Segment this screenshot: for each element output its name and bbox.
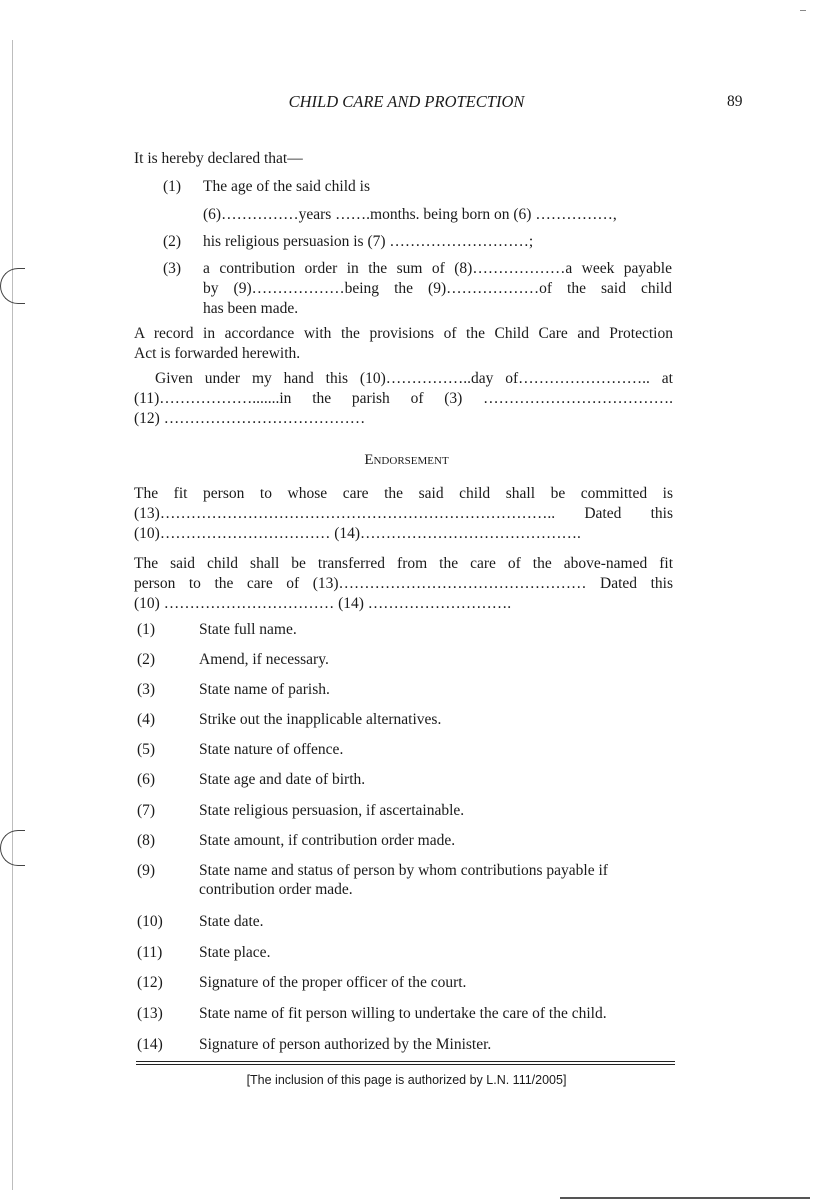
declaration-item-line: his religious persuasion is (7) ………………………; — [203, 233, 534, 250]
note-text: State date. — [199, 913, 264, 930]
note-number: (10) — [137, 913, 163, 930]
footer-rule — [136, 1064, 675, 1065]
note-text: Amend, if necessary. — [199, 651, 329, 668]
declaration-item-line: a contribution order in the sum of (8)………………a week payable — [203, 260, 672, 277]
note-text: State name of fit person willing to undertake the care of the child. — [199, 1005, 607, 1022]
scan-corner-mark — [800, 10, 806, 11]
note-number: (13) — [137, 1005, 163, 1022]
declaration-item-line: by (9)………………being the (9)………………of the said child — [203, 280, 672, 297]
note-number: (5) — [137, 741, 156, 758]
note-number: (6) — [137, 771, 156, 788]
declaration-item-line: has been made. — [203, 300, 299, 317]
footer-rule — [136, 1061, 675, 1062]
endorsement-heading: Endorsement — [364, 452, 449, 468]
note-text: State amount, if contribution order made. — [199, 832, 456, 849]
note-number: (14) — [137, 1036, 163, 1053]
note-text: Signature of the proper officer of the court. — [199, 974, 467, 991]
note-text: State name and status of person by whom contributions payable if contribution order made. — [199, 862, 608, 898]
endorsement-line: The fit person to whose care the said child shall be committed is — [134, 485, 673, 502]
endorsement-line: (10)…………………………… (14)……………………………………. — [134, 525, 581, 542]
note-number: (9) — [137, 862, 156, 879]
note-text: State nature of offence. — [199, 741, 344, 758]
declaration-item-number: (1) — [163, 178, 182, 195]
note-number: (3) — [137, 681, 156, 698]
note-text: Strike out the inapplicable alternatives. — [199, 711, 442, 728]
record-line: A record in accordance with the provisions of the Child Care and Protection — [134, 325, 673, 342]
declaration-item-number: (2) — [163, 233, 182, 250]
given-line: (11)……………….......in the parish of (3) ………………………………. — [134, 390, 673, 407]
scan-edge-line — [12, 40, 13, 1190]
record-line: Act is forwarded herewith. — [134, 345, 301, 362]
endorsement-line: (13)………………………………………………………………….. Dated this — [134, 505, 673, 522]
declaration-item-line: (6)……………years …….months. being born on (6) ……………, — [203, 206, 617, 223]
note-number: (2) — [137, 651, 156, 668]
declaration-intro: It is hereby declared that— — [134, 150, 303, 167]
note-text: State name of parish. — [199, 681, 330, 698]
note-text: State religious persuasion, if ascertainable. — [199, 802, 465, 819]
declaration-item-number: (3) — [163, 260, 182, 277]
note-text: State full name. — [199, 621, 297, 638]
note-number: (8) — [137, 832, 156, 849]
note-number: (1) — [137, 621, 156, 638]
page-title: CHILD CARE AND PROTECTION — [288, 92, 525, 111]
note-number: (7) — [137, 802, 156, 819]
page-number: 89 — [727, 93, 743, 110]
scan-bottom-line — [560, 1197, 810, 1199]
punch-hole-bottom — [0, 830, 25, 866]
note-text: State place. — [199, 944, 271, 961]
note-number: (12) — [137, 974, 163, 991]
given-line: (12) ………………………………… — [134, 410, 366, 427]
endorsement-line: The said child shall be transferred from the care of the above-named fit — [134, 555, 673, 572]
declaration-item-line: The age of the said child is — [203, 178, 371, 195]
endorsement-line: person to the care of (13)………………………………………… Dated this — [134, 575, 673, 592]
note-text: Signature of person authorized by the Minister. — [199, 1036, 492, 1053]
note-number: (11) — [137, 944, 163, 961]
authorization-footnote: [The inclusion of this page is authorized by L.N. 111/2005] — [246, 1073, 567, 1087]
punch-hole-top — [0, 268, 25, 304]
note-text: State age and date of birth. — [199, 771, 366, 788]
note-number: (4) — [137, 711, 156, 728]
endorsement-line: (10) …………………………… (14) ………………………. — [134, 595, 512, 612]
given-line: Given under my hand this (10)……………..day of…………………….. at — [155, 370, 673, 387]
